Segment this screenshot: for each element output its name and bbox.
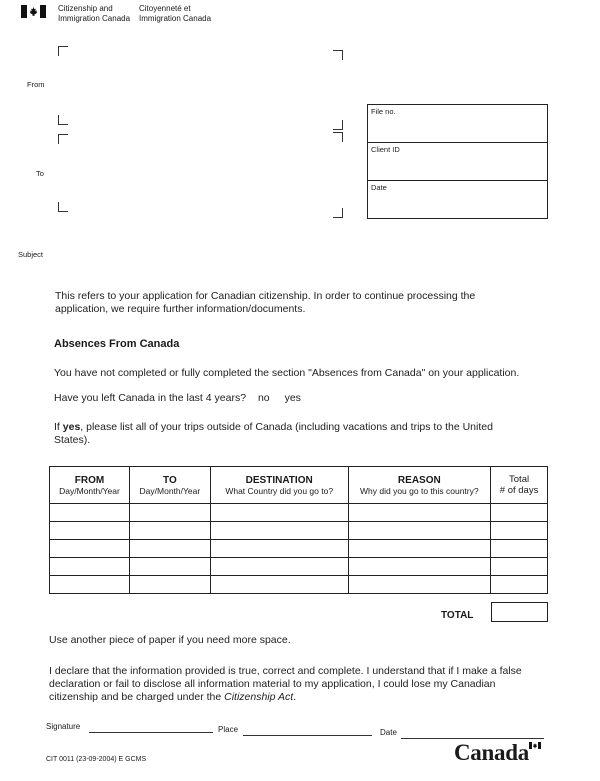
column-header-from: FROM Day/Month/Year bbox=[50, 467, 130, 504]
instruction-text bbox=[54, 421, 514, 447]
instruction-prefix: If bbox=[54, 421, 63, 433]
dept-fr-line2: Immigration Canada bbox=[139, 14, 212, 23]
client-id-label: Client ID bbox=[371, 145, 400, 154]
place-field[interactable] bbox=[243, 735, 372, 736]
dept-en-line1: Citizenship and bbox=[58, 4, 113, 13]
column-header-destination: DESTINATION What Country did you go to? bbox=[210, 467, 348, 504]
table-row[interactable] bbox=[50, 558, 548, 576]
answer-no[interactable]: no bbox=[257, 392, 270, 404]
declaration-paragraph bbox=[49, 665, 529, 704]
signature-label: Signature bbox=[46, 722, 81, 731]
declaration-text: I declare that the information provided is true, correct and complete. I understand that if I make a false declaration or fail to disclose all information material to my application, I could lose my Canadian citizenship and be charged under the bbox=[49, 665, 522, 703]
department-name-fr bbox=[139, 4, 211, 24]
form-code: CIT 0011 (23-09-2004) E GCMS bbox=[46, 756, 147, 763]
table-row[interactable] bbox=[50, 522, 548, 540]
table-row[interactable] bbox=[50, 504, 548, 522]
table-header-row bbox=[50, 467, 548, 504]
declaration-end: . bbox=[293, 691, 297, 703]
instruction-bold: yes bbox=[62, 421, 81, 433]
question-row bbox=[54, 392, 354, 405]
answer-yes[interactable]: yes bbox=[284, 392, 301, 404]
declaration-act: Citizenship Act bbox=[224, 691, 294, 703]
wordmark-text: Canada bbox=[454, 740, 529, 765]
total-days-field[interactable] bbox=[491, 602, 548, 622]
column-header-reason: REASON Why did you go to this country? bbox=[348, 467, 491, 504]
dept-fr-line1: Citoyenneté et bbox=[139, 4, 191, 13]
intro-paragraph: This refers to your application for Canadian citizenship. In order to continue processing the application, we require further information/documents. bbox=[55, 290, 476, 315]
date-field[interactable] bbox=[401, 738, 544, 739]
client-id-box[interactable] bbox=[367, 142, 548, 181]
total-label: TOTAL bbox=[441, 610, 474, 621]
subject-label: Subject bbox=[18, 250, 44, 259]
date-box[interactable] bbox=[367, 180, 548, 219]
column-header-to: TO Day/Month/Year bbox=[129, 467, 210, 504]
place-label: Place bbox=[218, 725, 239, 734]
not-completed-text: You have not completed or fully completed the section "Absences from Canada" on your application. bbox=[54, 367, 520, 379]
more-space-note: Use another piece of paper if you need more space. bbox=[49, 634, 291, 646]
canada-flag-icon bbox=[21, 5, 46, 18]
date-box-label: Date bbox=[371, 183, 387, 192]
instruction-rest: , please list all of your trips outside of Canada (including vacations and trips to the United States). bbox=[54, 421, 493, 446]
signature-field[interactable] bbox=[89, 732, 213, 733]
file-no-label: File no. bbox=[371, 107, 396, 116]
wordmark-flag-icon bbox=[529, 742, 541, 749]
from-label: From bbox=[27, 80, 45, 89]
trips-table bbox=[49, 466, 548, 594]
dept-en-line2: Immigration Canada bbox=[58, 14, 131, 23]
to-label: To bbox=[36, 169, 44, 178]
canada-wordmark bbox=[454, 740, 544, 770]
question-text: Have you left Canada in the last 4 years? bbox=[54, 392, 247, 404]
date-label: Date bbox=[380, 728, 397, 737]
table-row[interactable] bbox=[50, 540, 548, 558]
table-row[interactable] bbox=[50, 576, 548, 594]
column-header-total: Total # of days bbox=[491, 467, 548, 504]
file-no-box[interactable] bbox=[367, 104, 548, 143]
section-title: Absences From Canada bbox=[54, 338, 180, 350]
department-name-en bbox=[58, 4, 130, 24]
